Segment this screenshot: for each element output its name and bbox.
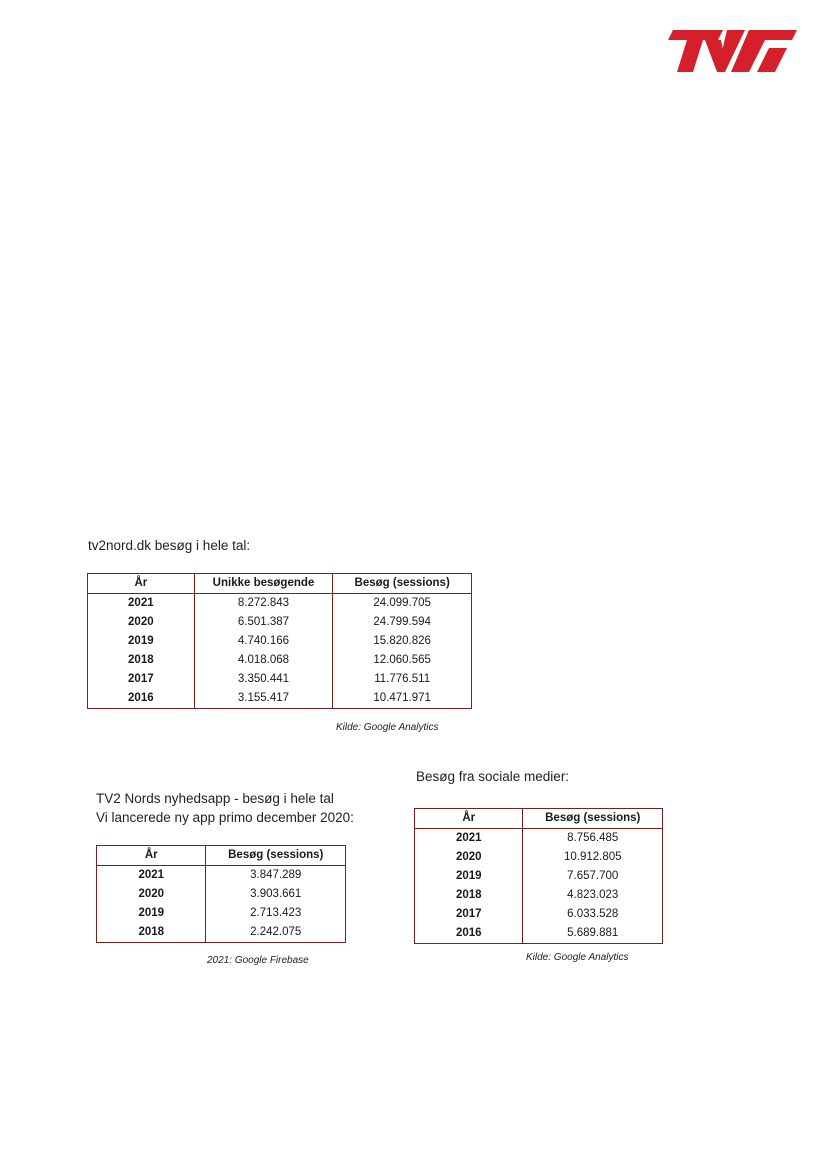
unique-visitors-cell: 3.155.417 (194, 689, 333, 709)
year-cell: 2019 (97, 904, 206, 923)
column-header-unique-visitors: Unikke besøgende (194, 574, 333, 594)
year-cell: 2016 (415, 924, 523, 944)
column-header-sessions: Besøg (sessions) (523, 809, 663, 829)
tv2-logo (665, 30, 797, 72)
sessions-cell: 3.847.289 (206, 866, 346, 886)
year-cell: 2018 (415, 886, 523, 905)
sessions-cell: 10.471.971 (333, 689, 472, 709)
year-cell: 2017 (88, 670, 195, 689)
table-row (415, 867, 663, 886)
sessions-cell: 24.099.705 (333, 594, 472, 614)
sessions-cell: 5.689.881 (523, 924, 663, 944)
column-header-year: År (97, 846, 206, 866)
unique-visitors-cell: 3.350.441 (194, 670, 333, 689)
year-cell: 2018 (97, 923, 206, 943)
table-row (415, 848, 663, 867)
table-row (415, 829, 663, 849)
year-cell: 2017 (415, 905, 523, 924)
sessions-cell: 15.820.826 (333, 632, 472, 651)
sessions-cell: 10.912.805 (523, 848, 663, 867)
sessions-cell: 4.823.023 (523, 886, 663, 905)
app-table-source: 2021: Google Firebase (207, 955, 309, 966)
unique-visitors-cell: 6.501.387 (194, 613, 333, 632)
year-cell: 2021 (415, 829, 523, 849)
table-row (415, 886, 663, 905)
app-table-title-line2: Vi lancerede ny app primo december 2020: (96, 810, 354, 825)
column-header-year: År (415, 809, 523, 829)
app-visits-table (96, 845, 346, 943)
year-cell: 2020 (97, 885, 206, 904)
sessions-cell: 12.060.565 (333, 651, 472, 670)
table-row (88, 594, 472, 614)
sessions-cell: 2.713.423 (206, 904, 346, 923)
table-row (88, 689, 472, 709)
app-table-title-line1: TV2 Nords nyhedsapp - besøg i hele tal (96, 791, 334, 806)
year-cell: 2020 (88, 613, 195, 632)
web-table-title: tv2nord.dk besøg i hele tal: (88, 538, 251, 553)
sessions-cell: 8.756.485 (523, 829, 663, 849)
sessions-cell: 2.242.075 (206, 923, 346, 943)
web-table-source: Kilde: Google Analytics (336, 722, 439, 733)
sessions-cell: 3.903.661 (206, 885, 346, 904)
social-table-source: Kilde: Google Analytics (526, 952, 629, 963)
year-cell: 2020 (415, 848, 523, 867)
table-row (415, 924, 663, 944)
unique-visitors-cell: 4.018.068 (194, 651, 333, 670)
sessions-cell: 7.657.700 (523, 867, 663, 886)
year-cell: 2019 (415, 867, 523, 886)
column-header-sessions: Besøg (sessions) (206, 846, 346, 866)
table-row (97, 885, 346, 904)
unique-visitors-cell: 8.272.843 (194, 594, 333, 614)
year-cell: 2021 (97, 866, 206, 886)
year-cell: 2018 (88, 651, 195, 670)
column-header-year: År (88, 574, 195, 594)
sessions-cell: 24.799.594 (333, 613, 472, 632)
table-row (88, 632, 472, 651)
table-row (88, 651, 472, 670)
unique-visitors-cell: 4.740.166 (194, 632, 333, 651)
social-visits-table (414, 808, 663, 944)
year-cell: 2016 (88, 689, 195, 709)
column-header-sessions: Besøg (sessions) (333, 574, 472, 594)
sessions-cell: 11.776.511 (333, 670, 472, 689)
table-row (97, 904, 346, 923)
sessions-cell: 6.033.528 (523, 905, 663, 924)
web-visits-table (87, 573, 472, 709)
social-table-title: Besøg fra sociale medier: (416, 769, 570, 784)
table-row (88, 670, 472, 689)
table-row (415, 905, 663, 924)
table-row (97, 923, 346, 943)
year-cell: 2021 (88, 594, 195, 614)
table-row (88, 613, 472, 632)
table-row (97, 866, 346, 886)
year-cell: 2019 (88, 632, 195, 651)
